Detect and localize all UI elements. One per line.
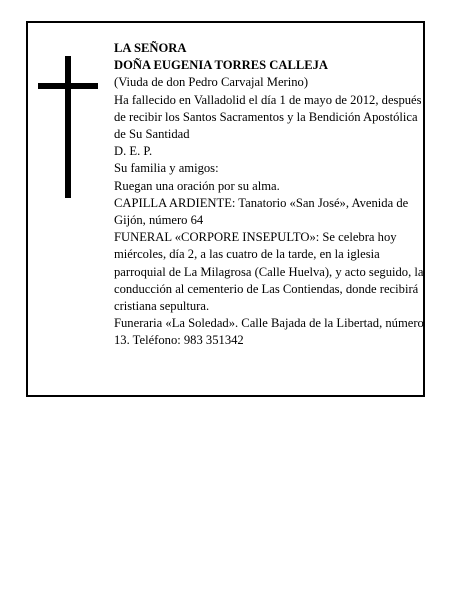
- cross-horizontal-bar: [38, 83, 98, 89]
- funeral-info: FUNERAL «CORPORE INSEPULTO»: Se celebra hoy miércoles, día 2, a las cuatro de la tarde, en la iglesia parroquial de La Milagrosa (Calle Huelva), y acto seguido, la conducción al cementerio de Las Contiendas, donde recibirá cristiana sepultura.: [114, 230, 424, 314]
- widow-of-line: (Viuda de don Pedro Carvajal Merino): [114, 75, 309, 90]
- chapel-info: CAPILLA ARDIENTE: Tanatorio «San José», Avenida de Gijón, número 64: [114, 195, 409, 228]
- cross-icon: [38, 56, 98, 198]
- prayer-line: Ruegan una oración por su alma.: [114, 178, 280, 193]
- notice-title: LA SEÑORA: [114, 41, 187, 55]
- notice-text-block: [114, 40, 426, 350]
- family-line: Su familia y amigos:: [114, 161, 219, 176]
- obituary-notice: [26, 21, 425, 397]
- dep-line: D. E. P.: [114, 144, 153, 159]
- deceased-name: DOÑA EUGENIA TORRES CALLEJA: [114, 58, 329, 73]
- cross-vertical-bar: [65, 56, 71, 198]
- death-statement: Ha fallecido en Valladolid el día 1 de mayo de 2012, después de recibir los Santos Sacramentos y la Bendición Apostólica de Su Santidad: [114, 92, 422, 142]
- funeral-home-info: Funeraria «La Soledad». Calle Bajada de la Libertad, número 13. Teléfono: 983 351342: [114, 316, 424, 348]
